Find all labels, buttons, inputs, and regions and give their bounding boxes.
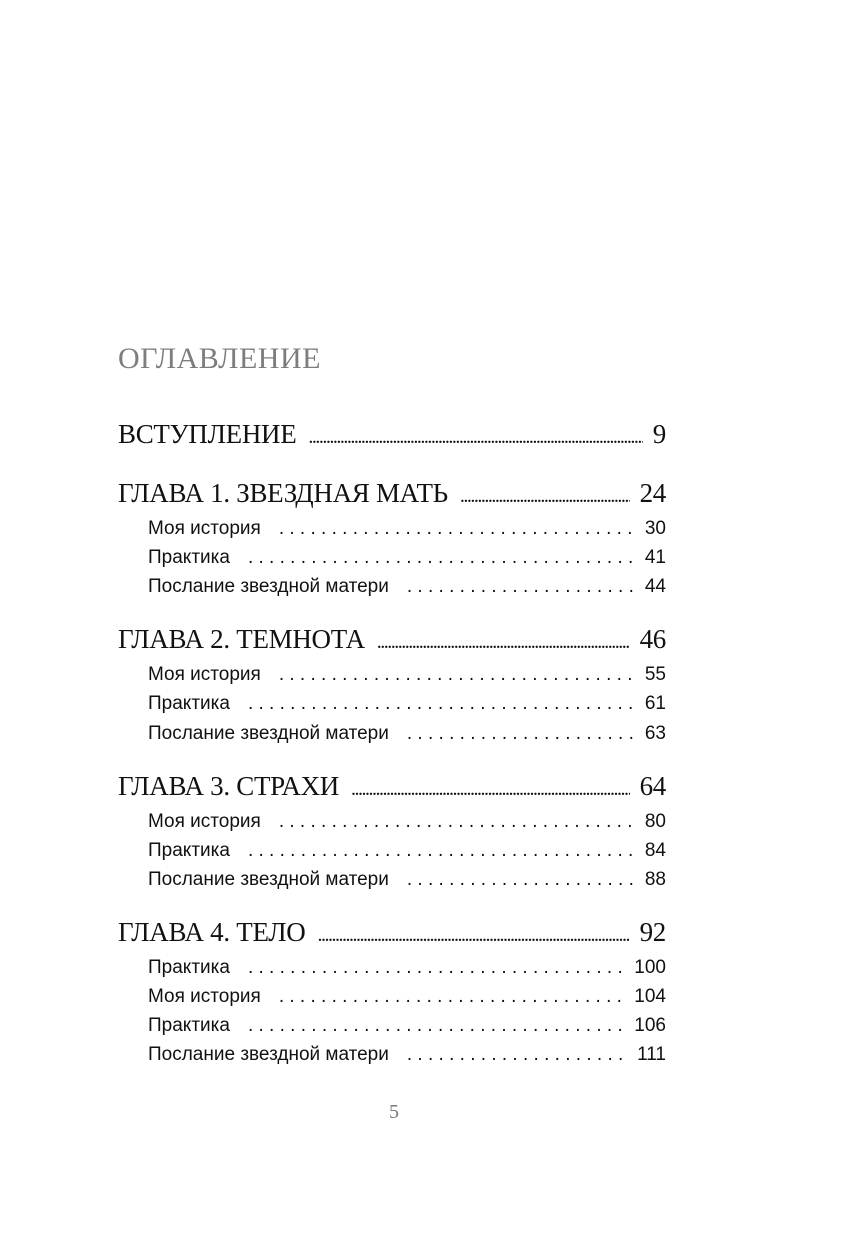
entry-label: Практика bbox=[148, 1015, 230, 1036]
toc-entry-section bbox=[148, 838, 666, 864]
entry-label: Практика bbox=[148, 547, 230, 568]
entry-label: Послание звездной матери bbox=[148, 723, 389, 744]
toc-title: ОГЛАВЛЕНИЕ bbox=[118, 342, 321, 375]
entry-page: 64 bbox=[639, 771, 666, 801]
dot-leader bbox=[377, 625, 630, 659]
toc-entry-chapter-1 bbox=[118, 476, 666, 510]
dot-leader bbox=[407, 574, 635, 600]
entry-label: Моя история bbox=[148, 664, 261, 685]
dot-leader bbox=[248, 691, 635, 717]
toc-entry-section bbox=[148, 1042, 666, 1068]
entry-label: Моя история bbox=[148, 518, 261, 539]
entry-label: Моя история bbox=[148, 811, 261, 832]
entry-label: ГЛАВА 1. ЗВЕЗДНАЯ МАТЬ bbox=[118, 478, 448, 508]
entry-page: 111 bbox=[637, 1044, 666, 1065]
dot-leader bbox=[318, 918, 630, 952]
entry-page: 41 bbox=[644, 547, 666, 568]
toc-entry-section bbox=[148, 691, 666, 717]
entry-page: 24 bbox=[639, 478, 666, 508]
dot-leader bbox=[407, 721, 635, 747]
toc-entry-section bbox=[148, 1013, 666, 1039]
entry-label: Практика bbox=[148, 840, 230, 861]
entry-label: ГЛАВА 4. ТЕЛО bbox=[118, 917, 306, 947]
toc-entry-intro bbox=[118, 417, 666, 451]
dot-leader bbox=[407, 867, 635, 893]
dot-leader bbox=[279, 662, 635, 688]
page-number: 5 bbox=[389, 1101, 399, 1123]
entry-label: Послание звездной матери bbox=[148, 869, 389, 890]
entry-page: 92 bbox=[639, 917, 666, 947]
entry-page: 80 bbox=[644, 811, 666, 832]
dot-leader bbox=[279, 809, 635, 835]
dot-leader bbox=[460, 479, 630, 513]
entry-label: Практика bbox=[148, 693, 230, 714]
toc-entry-section bbox=[148, 867, 666, 893]
toc-entry-section bbox=[148, 574, 666, 600]
entry-label: Послание звездной матери bbox=[148, 1044, 389, 1065]
toc-entry-section bbox=[148, 984, 666, 1010]
entry-label: ГЛАВА 2. ТЕМНОТА bbox=[118, 624, 365, 654]
dot-leader bbox=[407, 1042, 627, 1068]
entry-page: 61 bbox=[644, 693, 666, 714]
dot-leader bbox=[248, 955, 624, 981]
entry-page: 9 bbox=[652, 419, 666, 449]
dot-leader bbox=[279, 984, 624, 1010]
entry-page: 106 bbox=[634, 1015, 666, 1036]
toc-entry-chapter-2 bbox=[118, 622, 666, 656]
toc-entry-section bbox=[148, 662, 666, 688]
dot-leader bbox=[248, 545, 635, 571]
toc-entry-section bbox=[148, 721, 666, 747]
entry-page: 104 bbox=[634, 986, 666, 1007]
dot-leader bbox=[308, 420, 642, 454]
entry-label: Послание звездной матери bbox=[148, 576, 389, 597]
dot-leader bbox=[351, 772, 630, 806]
dot-leader bbox=[248, 1013, 624, 1039]
toc-entry-section bbox=[148, 955, 666, 981]
toc-entry-chapter-3 bbox=[118, 769, 666, 803]
toc-entry-chapter-4 bbox=[118, 915, 666, 949]
entry-page: 30 bbox=[644, 518, 666, 539]
entry-page: 63 bbox=[644, 723, 666, 744]
entry-label: Практика bbox=[148, 957, 230, 978]
entry-page: 55 bbox=[644, 664, 666, 685]
dot-leader bbox=[248, 838, 635, 864]
entry-page: 44 bbox=[644, 576, 666, 597]
dot-leader bbox=[279, 516, 635, 542]
toc-entry-section bbox=[148, 516, 666, 542]
entry-page: 100 bbox=[634, 957, 666, 978]
toc-entry-section bbox=[148, 545, 666, 571]
entry-page: 88 bbox=[644, 869, 666, 890]
entry-label: ГЛАВА 3. СТРАХИ bbox=[118, 771, 340, 801]
entry-page: 84 bbox=[644, 840, 666, 861]
entry-label: Моя история bbox=[148, 986, 261, 1007]
toc-entry-section bbox=[148, 809, 666, 835]
entry-label: ВСТУПЛЕНИЕ bbox=[118, 419, 297, 449]
entry-page: 46 bbox=[639, 624, 666, 654]
